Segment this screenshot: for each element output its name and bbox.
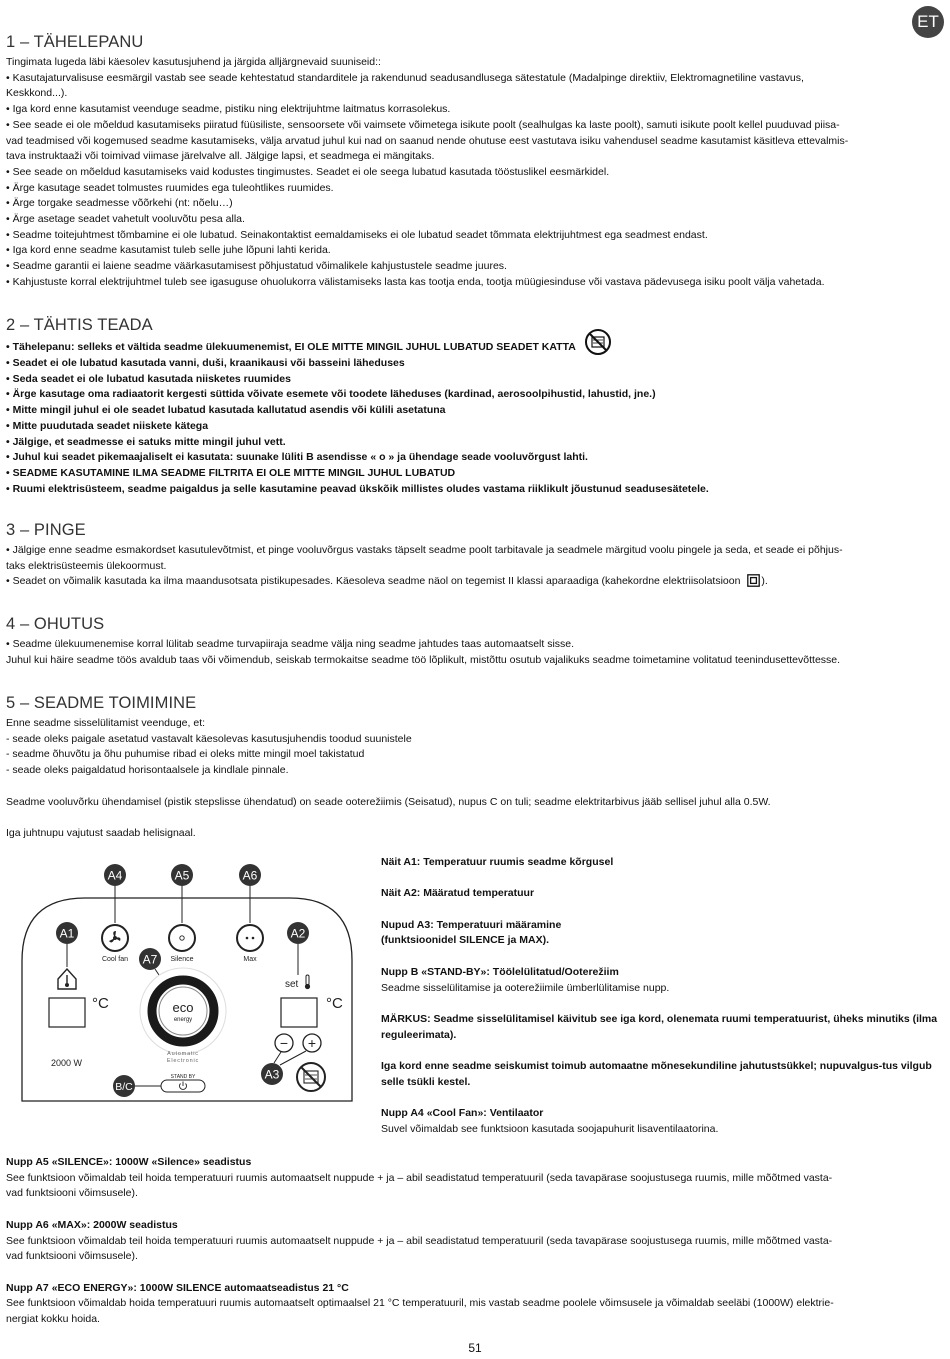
text-line: Tingimata lugeda läbi käesolev kasutusjuhend ja järgida alljärgnevaid suuniseid:: bbox=[6, 56, 381, 68]
label-a2-text: A2 bbox=[290, 926, 306, 941]
section-attention bbox=[6, 33, 946, 291]
text-line: vad teadmised või kogemused seadme kasutamiseks, välja arvatud juhul kui nad on saanud nende ohutuse eest vastutava isiku vahendusel seadme kasutamist käsitleva ettevalmis- bbox=[6, 134, 849, 147]
label-a1 bbox=[56, 922, 78, 944]
legend-a1 bbox=[381, 855, 943, 871]
legend-text: Suvel võimaldab see funktsioon kasutada soojapuhurit lisaventilaatorina. bbox=[381, 1122, 719, 1135]
label-a2 bbox=[287, 922, 309, 944]
section-operation bbox=[6, 694, 946, 842]
control-panel-diagram bbox=[0, 855, 375, 1110]
section-title: 2 – TÄHTIS TEADA bbox=[6, 316, 153, 334]
text-line: • Juhul kui seadet pikemaajaliselt ei kasutata: suunake lüliti B asendisse « o » ja ühendage seade vooluvõrgust lahti. bbox=[6, 451, 588, 464]
text-line: Iga juhtnupu vajutust saadab helisignaal. bbox=[6, 826, 196, 839]
section-body bbox=[6, 543, 946, 590]
text-line: Enne seadme sisselülitamist veenduge, et: bbox=[6, 717, 206, 729]
standby-button bbox=[161, 1080, 205, 1092]
text-line: • Ruumi elektrisüsteem, seadme paigaldus ja selle kasutamine peavad ükskõik millistes oludes vastama riiklikult jõustunud seadusesätetele. bbox=[6, 482, 709, 495]
eco-text: eco bbox=[172, 1000, 194, 1015]
section-body bbox=[6, 55, 946, 291]
section-important bbox=[6, 316, 946, 497]
legend-title: Iga kord enne seadme seiskumist toimub automaatne mõnesekundiline jahutustsükkel; nupuvalgus-tus vilgub selle tsükli kestel. bbox=[381, 1060, 932, 1088]
spacer bbox=[6, 810, 946, 826]
label-a5 bbox=[171, 864, 193, 886]
text-line: • Mitte mingil juhul ei ole seadet lubatud kasutada kallutatud asendis või külili asetatuna bbox=[6, 404, 446, 417]
minus-button bbox=[275, 1034, 293, 1052]
desc-title: Nupp A6 «MAX»: 2000W seadistus bbox=[6, 1218, 178, 1231]
text-line: • Seda seadet ei ole lubatud kasutada niisketes ruumides bbox=[6, 372, 291, 385]
section-title: 1 – TÄHELEPANU bbox=[6, 33, 144, 51]
text-line bbox=[6, 338, 946, 356]
section-title: 3 – PINGE bbox=[6, 521, 86, 539]
minus-text: − bbox=[279, 1035, 289, 1051]
text-line: - seade oleks paigale asetatud vastavalt käesolevas kasutusjuhendis toodud suunistele bbox=[6, 732, 412, 745]
page-number: 51 bbox=[468, 1341, 482, 1355]
legend-title: Nupud A3: Temperatuuri määramine (funktsioonidel SILENCE ja MAX). bbox=[381, 918, 562, 947]
room-temperature-display bbox=[49, 998, 85, 1027]
label-a6-text: A6 bbox=[242, 868, 258, 883]
text-line: • Ärge torgake seadmesse võõrkehi (nt: nõelu…) bbox=[6, 197, 233, 210]
text-line: Keskkond...). bbox=[6, 87, 68, 100]
legend-title: Näit A2: Määratud temperatuur bbox=[381, 887, 535, 900]
desc-text: See funktsioon võimaldab teil hoida temperatuuri ruumis automaatselt nuppude + ja – abil seadistatud temperatuuril (seda tavapärase soojustusega ruumis, mille mõõtmed vasta- vad funktsiooni võimsusele). bbox=[6, 1234, 833, 1263]
legend-a2 bbox=[381, 886, 943, 902]
desc-title: Nupp A5 «SILENCE»: 1000W «Silence» seadistus bbox=[6, 1156, 252, 1168]
silence-button bbox=[169, 925, 195, 951]
text-line: • Seadme garantii ei laiene seadme väärkasutamisest põhjustatud võimalikele kahjustustele seadme juures. bbox=[6, 260, 507, 273]
desc-a7 bbox=[6, 1281, 941, 1328]
max-button bbox=[237, 925, 263, 951]
automatic-label: Automatic bbox=[167, 1051, 199, 1057]
label-a4-text: A4 bbox=[107, 868, 123, 883]
silence-label: Silence bbox=[170, 956, 194, 963]
plus-text: + bbox=[307, 1035, 317, 1051]
plus-button bbox=[303, 1034, 321, 1052]
text-line-end: ). bbox=[761, 575, 768, 588]
legend-cycle bbox=[381, 1059, 943, 1090]
desc-title: Nupp A7 «ECO ENERGY»: 1000W SILENCE automaatseadistus 21 °C bbox=[6, 1281, 349, 1294]
text-line: Juhul kui häire seadme töös avaldub taas või võimendub, seiskab termokaitse seadme töö lõplikult, mistõttu osutub vajalikuks seadme toimetamine volitatud teenindusettevõttesse. bbox=[6, 653, 841, 666]
label-a1-text: A1 bbox=[59, 926, 75, 941]
legend-title: Nupp A4 «Cool Fan»: Ventilaator bbox=[381, 1107, 544, 1120]
text-line: - seade oleks paigaldatud horisontaalsele ja kindlale pinnale. bbox=[6, 764, 289, 777]
text-line: tava instruktaaži või toimivad viimase järelvalve all. Jälgige lapsi, et seadmega ei mängitaks. bbox=[6, 150, 435, 163]
text-line: • Kasutajaturvalisuse eesmärgil vastab see seade kehtestatud standarditele ja rakendunud seadusandlusega sätestatule (Madalpinge direktiiv, Elektromagnetiline vastavus, bbox=[6, 71, 804, 84]
room-unit: °C bbox=[92, 995, 109, 1012]
text-line: • Ärge asetage seadet vahetult vooluvõtu pesa alla. bbox=[6, 213, 245, 226]
text-line: • SEADME KASUTAMINE ILMA SEADME FILTRITA EI OLE MITTE MINGIL JUHUL LUBATUD bbox=[6, 466, 456, 479]
eco-energy-button bbox=[140, 968, 226, 1054]
standby-label: STAND BY bbox=[170, 1074, 196, 1080]
max-label: Max bbox=[243, 956, 257, 963]
do-not-cover-icon bbox=[584, 328, 612, 356]
set-unit: °C bbox=[326, 995, 343, 1012]
label-bc bbox=[113, 1075, 135, 1097]
text-line: - seadme õhuvõtu ja õhu puhumise ribad ei oleks mitte mingil moel takistatud bbox=[6, 748, 365, 761]
label-a3-text: A3 bbox=[264, 1067, 280, 1082]
text-line: • See seade on mõeldud kasutamiseks vaid kodustes tingimustes. Seadet ei ole seega lubatud kasutada tööstuslikel eesmärkidel. bbox=[6, 165, 610, 178]
section-body bbox=[6, 338, 946, 497]
text-line: • Seadme ülekuumenemise korral lülitab seadme turvapiiraja seadme välja ning seadme jahtudes taas automaatselt sisse. bbox=[6, 638, 575, 650]
section-body bbox=[6, 637, 946, 668]
label-a3 bbox=[261, 1063, 283, 1085]
section-body bbox=[6, 716, 946, 842]
label-a5-text: A5 bbox=[174, 868, 190, 883]
text-line-content: • Tähelepanu: selleks et vältida seadme ülekuumenemist, EI OLE MITTE MINGIL JUHUL LUBATUD SEADET KATTA bbox=[6, 340, 576, 353]
do-not-cover-icon bbox=[297, 1063, 325, 1091]
desc-text: See funktsioon võimaldab hoida temperatuuri ruumis automaatselt optimaalsel 21 °C temperatuuril, mis vastab seadme poolele võimsusele ja võimaldab seeläbi (1000W) elektrie- nergiat kokku hoida. bbox=[6, 1297, 834, 1325]
desc-text: See funktsioon võimaldab teil hoida temperatuuri ruumis automaatselt nuppude + ja – abil seadistatud temperatuuril (seda tavapärase soojustusega ruumis, mille mõõtmed vasta- vad funktsiooni võimsusele). bbox=[6, 1171, 833, 1200]
label-a7 bbox=[139, 948, 161, 970]
desc-a6 bbox=[6, 1218, 941, 1265]
section-title: 5 – SEADME TOIMIMINE bbox=[6, 694, 197, 712]
text-line: • Seadet ei ole lubatud kasutada vanni, duši, kraanikausi või basseini läheduses bbox=[6, 357, 405, 369]
legend-a4 bbox=[381, 1106, 943, 1137]
text-line: • See seade ei ole mõeldud kasutamiseks piiratud füüsiliste, sensoorsete või vaimsete võimetega isikute poolt (sealhulgas ka laste poolt), samuti isikute poolt kellel puuduvad piisa- bbox=[6, 118, 840, 131]
legend-text: Seadme sisselülitamise ja ooterežiimile ümberlülitamise nupp. bbox=[381, 981, 670, 994]
language-badge: ET bbox=[912, 6, 944, 38]
text-line: • Iga kord enne seadme kasutamist tuleb selle juhe lõpuni lahti kerida. bbox=[6, 244, 331, 257]
text-line: • Ärge kasutage oma radiaatorit kergesti süttida võivate esemete või toodete läheduses (kardinad, aerosoolpihustid, lahustid, jne.) bbox=[6, 388, 656, 401]
text-line: • Ärge kasutage seadet tolmustes ruumides ega tuleohtlikes ruumides. bbox=[6, 181, 334, 194]
legend-column bbox=[381, 855, 943, 1153]
text-line: • Mitte puudutada seadet niiskete kätega bbox=[6, 419, 209, 432]
text-line: • Jälgige enne seadme esmakordset kasutulevõtmist, et pinge vooluvõrgus vastaks täpselt seadme poolt tarbitavale ja seadmele märgitud voolu pingele ja seda, et seade ei põhjus- bbox=[6, 544, 843, 556]
legend-title: MÄRKUS: Seadme sisselülitamisel käivitub see iga kord, olenemata ruumi temperatuurist, üheks minutiks (ilma reguleerimata). bbox=[381, 1012, 938, 1041]
text-line: taks elektrisüsteemis ülekoormust. bbox=[6, 559, 167, 572]
text-line bbox=[6, 574, 946, 590]
legend-note bbox=[381, 1012, 943, 1043]
legend-a3 bbox=[381, 918, 943, 949]
set-temperature-display bbox=[281, 998, 317, 1027]
label-a7-text: A7 bbox=[142, 952, 158, 967]
spacer bbox=[6, 779, 946, 795]
text-line: • Jälgige, et seadmesse ei satuks mitte mingil juhul vett. bbox=[6, 435, 286, 448]
energy-text: energy bbox=[173, 1017, 193, 1023]
label-a4 bbox=[104, 864, 126, 886]
legend-title: Näit A1: Temperatuur ruumis seadme kõrgusel bbox=[381, 856, 614, 868]
section-title: 4 – OHUTUS bbox=[6, 615, 105, 633]
label-bc-text: B/C bbox=[115, 1081, 133, 1093]
text-line: Seadme vooluvõrku ühendamisel (pistik stepslisse ühendatud) on seade ooterežiimis (Seisatud), nupus C on tuli; seadme elektritarbivus jääb sellisel juhul alla 0.5W. bbox=[6, 795, 771, 808]
cool-fan-button bbox=[102, 925, 128, 951]
electronic-label: Electronic bbox=[166, 1058, 200, 1064]
text-line: • Seadme toitejuhtmest tõmbamine ei ole lubatud. Seinakontaktist eemaldamiseks ei ole lubatud seadet tõmmata elektrijuhtmest ega seadmest endast. bbox=[6, 228, 708, 241]
class-ii-insulation-icon bbox=[747, 574, 760, 587]
desc-a5 bbox=[6, 1155, 941, 1202]
set-label: set bbox=[285, 979, 299, 990]
section-voltage bbox=[6, 521, 946, 590]
label-a6 bbox=[239, 864, 261, 886]
thermometer-icon bbox=[305, 975, 310, 989]
button-descriptions bbox=[6, 1155, 941, 1343]
text-line: • Iga kord enne kasutamist veenduge seadme, pistiku ning elektrijuhtme laitmatus korrasolekus. bbox=[6, 103, 451, 116]
legend-title: Nupp B «STAND-BY»: Töölelülitatud/Ooterežiim bbox=[381, 965, 619, 978]
section-safety bbox=[6, 615, 946, 668]
text-line: • Kahjustuste korral elektrijuhtmel tuleb see igasuguse ohuolukorra välistamiseks lasta kas tootja enda, tootja müügiesinduse või vastava pädevusega isiku poolt välja vahetada. bbox=[6, 275, 825, 288]
cool-fan-label: Cool fan bbox=[101, 956, 129, 963]
legend-b bbox=[381, 965, 943, 996]
text-line-content: • Seadet on võimalik kasutada ka ilma maandusotsata pistikupesades. Käesoleva seadme näol on tegemist II klassi aparaadiga (kahekordne elektriisolatsioon bbox=[6, 575, 741, 588]
power-rating: 2000 W bbox=[51, 1058, 83, 1068]
